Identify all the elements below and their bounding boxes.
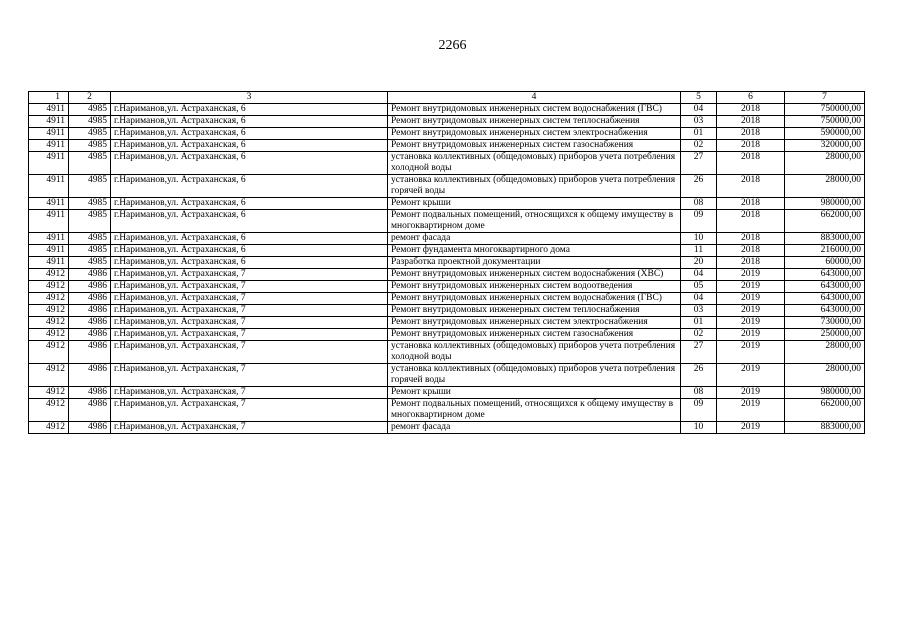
address-cell: г.Нариманов,ул. Астраханская, 6: [111, 128, 388, 140]
object-id: 4985: [69, 210, 111, 233]
table-row: [29, 399, 865, 422]
column-header-col-1: 1: [29, 92, 69, 104]
table-row: [29, 329, 865, 341]
address-cell: г.Нариманов,ул. Астраханская, 7: [111, 341, 388, 364]
amount-cell: 662000,00: [785, 210, 865, 233]
row-id: 4911: [29, 175, 69, 198]
year-cell: 2019: [717, 399, 785, 422]
work-description: Ремонт подвальных помещений, относящихся к общему имуществу в многоквартирном доме: [388, 210, 681, 233]
address-cell: г.Нариманов,ул. Астраханская, 6: [111, 210, 388, 233]
amount-cell: 28000,00: [785, 152, 865, 175]
work-code: 01: [681, 128, 717, 140]
work-code: 27: [681, 152, 717, 175]
object-id: 4985: [69, 140, 111, 152]
work-description: Ремонт внутридомовых инженерных систем теплоснабжения: [388, 116, 681, 128]
address-cell: г.Нариманов,ул. Астраханская, 7: [111, 281, 388, 293]
amount-cell: 643000,00: [785, 269, 865, 281]
year-cell: 2018: [717, 198, 785, 210]
table-row: [29, 245, 865, 257]
amount-cell: 643000,00: [785, 305, 865, 317]
row-id: 4912: [29, 399, 69, 422]
table-row: [29, 293, 865, 305]
work-code: 02: [681, 329, 717, 341]
table-row: [29, 128, 865, 140]
work-description: Разработка проектной документации: [388, 257, 681, 269]
table-row: [29, 257, 865, 269]
work-code: 05: [681, 281, 717, 293]
row-id: 4911: [29, 245, 69, 257]
work-description: Ремонт крыши: [388, 387, 681, 399]
year-cell: 2019: [717, 364, 785, 387]
object-id: 4986: [69, 422, 111, 434]
column-header-col-3: 3: [111, 92, 388, 104]
work-description: Ремонт внутридомовых инженерных систем водоснабжения (ГВС): [388, 293, 681, 305]
row-id: 4911: [29, 140, 69, 152]
amount-cell: 28000,00: [785, 364, 865, 387]
object-id: 4986: [69, 305, 111, 317]
table-row: [29, 198, 865, 210]
amount-cell: 730000,00: [785, 317, 865, 329]
work-code: 26: [681, 175, 717, 198]
amount-cell: 883000,00: [785, 422, 865, 434]
address-cell: г.Нариманов,ул. Астраханская, 7: [111, 399, 388, 422]
object-id: 4985: [69, 152, 111, 175]
work-code: 20: [681, 257, 717, 269]
object-id: 4986: [69, 364, 111, 387]
object-id: 4985: [69, 175, 111, 198]
column-header-col-2: 2: [69, 92, 111, 104]
work-description: установка коллективных (общедомовых) приборов учета потребления холодной воды: [388, 152, 681, 175]
year-cell: 2019: [717, 317, 785, 329]
object-id: 4986: [69, 387, 111, 399]
year-cell: 2019: [717, 341, 785, 364]
work-description: установка коллективных (общедомовых) приборов учета потребления горячей воды: [388, 364, 681, 387]
row-id: 4911: [29, 104, 69, 116]
year-cell: 2018: [717, 104, 785, 116]
year-cell: 2019: [717, 281, 785, 293]
table-row: [29, 210, 865, 233]
work-description: ремонт фасада: [388, 233, 681, 245]
amount-cell: 883000,00: [785, 233, 865, 245]
works-table: [28, 91, 865, 434]
year-cell: 2018: [717, 233, 785, 245]
amount-cell: 590000,00: [785, 128, 865, 140]
work-description: Ремонт крыши: [388, 198, 681, 210]
address-cell: г.Нариманов,ул. Астраханская, 7: [111, 269, 388, 281]
table-row: [29, 152, 865, 175]
amount-cell: 750000,00: [785, 104, 865, 116]
row-id: 4911: [29, 116, 69, 128]
amount-cell: 216000,00: [785, 245, 865, 257]
address-cell: г.Нариманов,ул. Астраханская, 7: [111, 293, 388, 305]
page-number: 2266: [438, 38, 467, 53]
table-body: [29, 104, 865, 434]
row-id: 4911: [29, 210, 69, 233]
work-description: Ремонт внутридомовых инженерных систем газоснабжения: [388, 140, 681, 152]
row-id: 4912: [29, 305, 69, 317]
row-id: 4912: [29, 364, 69, 387]
work-code: 08: [681, 387, 717, 399]
address-cell: г.Нариманов,ул. Астраханская, 6: [111, 104, 388, 116]
column-header-col-5: 5: [681, 92, 717, 104]
address-cell: г.Нариманов,ул. Астраханская, 6: [111, 140, 388, 152]
row-id: 4912: [29, 422, 69, 434]
work-code: 27: [681, 341, 717, 364]
amount-cell: 643000,00: [785, 281, 865, 293]
amount-cell: 643000,00: [785, 293, 865, 305]
table-row: [29, 116, 865, 128]
work-description: Ремонт внутридомовых инженерных систем электроснабжения: [388, 128, 681, 140]
amount-cell: 980000,00: [785, 198, 865, 210]
work-code: 01: [681, 317, 717, 329]
year-cell: 2018: [717, 152, 785, 175]
year-cell: 2018: [717, 245, 785, 257]
address-cell: г.Нариманов,ул. Астраханская, 7: [111, 329, 388, 341]
work-code: 04: [681, 293, 717, 305]
object-id: 4986: [69, 341, 111, 364]
header-row: [29, 92, 865, 104]
row-id: 4911: [29, 152, 69, 175]
work-code: 26: [681, 364, 717, 387]
address-cell: г.Нариманов,ул. Астраханская, 6: [111, 257, 388, 269]
year-cell: 2018: [717, 257, 785, 269]
year-cell: 2018: [717, 140, 785, 152]
address-cell: г.Нариманов,ул. Астраханская, 7: [111, 387, 388, 399]
table-row: [29, 281, 865, 293]
row-id: 4912: [29, 387, 69, 399]
work-code: 04: [681, 269, 717, 281]
row-id: 4912: [29, 341, 69, 364]
object-id: 4985: [69, 116, 111, 128]
amount-cell: 980000,00: [785, 387, 865, 399]
work-description: установка коллективных (общедомовых) приборов учета потребления горячей воды: [388, 175, 681, 198]
table-row: [29, 175, 865, 198]
object-id: 4985: [69, 198, 111, 210]
table-row: [29, 364, 865, 387]
object-id: 4986: [69, 281, 111, 293]
year-cell: 2018: [717, 175, 785, 198]
work-description: Ремонт внутридомовых инженерных систем газоснабжения: [388, 329, 681, 341]
work-code: 09: [681, 210, 717, 233]
work-description: Ремонт подвальных помещений, относящихся к общему имуществу в многоквартирном доме: [388, 399, 681, 422]
amount-cell: 28000,00: [785, 175, 865, 198]
object-id: 4985: [69, 233, 111, 245]
work-description: Ремонт фундамента многоквартирного дома: [388, 245, 681, 257]
work-code: 09: [681, 399, 717, 422]
object-id: 4986: [69, 329, 111, 341]
year-cell: 2019: [717, 422, 785, 434]
work-code: 11: [681, 245, 717, 257]
work-description: Ремонт внутридомовых инженерных систем электроснабжения: [388, 317, 681, 329]
row-id: 4911: [29, 198, 69, 210]
amount-cell: 750000,00: [785, 116, 865, 128]
table-row: [29, 104, 865, 116]
row-id: 4912: [29, 269, 69, 281]
row-id: 4911: [29, 128, 69, 140]
work-code: 10: [681, 422, 717, 434]
row-id: 4912: [29, 317, 69, 329]
object-id: 4986: [69, 399, 111, 422]
object-id: 4985: [69, 104, 111, 116]
object-id: 4986: [69, 293, 111, 305]
year-cell: 2018: [717, 128, 785, 140]
object-id: 4985: [69, 245, 111, 257]
address-cell: г.Нариманов,ул. Астраханская, 7: [111, 317, 388, 329]
table-row: [29, 233, 865, 245]
address-cell: г.Нариманов,ул. Астраханская, 6: [111, 233, 388, 245]
year-cell: 2019: [717, 269, 785, 281]
work-description: ремонт фасада: [388, 422, 681, 434]
table-row: [29, 269, 865, 281]
table-header: [29, 92, 865, 104]
table-row: [29, 422, 865, 434]
column-header-col-6: 6: [717, 92, 785, 104]
table-row: [29, 317, 865, 329]
column-header-col-7: 7: [785, 92, 865, 104]
row-id: 4911: [29, 233, 69, 245]
work-code: 10: [681, 233, 717, 245]
address-cell: г.Нариманов,ул. Астраханская, 6: [111, 175, 388, 198]
work-code: 03: [681, 305, 717, 317]
year-cell: 2019: [717, 329, 785, 341]
amount-cell: 320000,00: [785, 140, 865, 152]
row-id: 4912: [29, 281, 69, 293]
year-cell: 2019: [717, 293, 785, 305]
object-id: 4986: [69, 317, 111, 329]
work-description: Ремонт внутридомовых инженерных систем водоснабжения (ХВС): [388, 269, 681, 281]
amount-cell: 28000,00: [785, 341, 865, 364]
work-description: установка коллективных (общедомовых) приборов учета потребления холодной воды: [388, 341, 681, 364]
row-id: 4911: [29, 257, 69, 269]
work-description: Ремонт внутридомовых инженерных систем водоотведения: [388, 281, 681, 293]
year-cell: 2019: [717, 305, 785, 317]
address-cell: г.Нариманов,ул. Астраханская, 7: [111, 305, 388, 317]
year-cell: 2018: [717, 210, 785, 233]
work-description: Ремонт внутридомовых инженерных систем теплоснабжения: [388, 305, 681, 317]
amount-cell: 60000,00: [785, 257, 865, 269]
address-cell: г.Нариманов,ул. Астраханская, 7: [111, 364, 388, 387]
address-cell: г.Нариманов,ул. Астраханская, 7: [111, 422, 388, 434]
amount-cell: 662000,00: [785, 399, 865, 422]
work-code: 03: [681, 116, 717, 128]
work-code: 02: [681, 140, 717, 152]
table-row: [29, 341, 865, 364]
row-id: 4912: [29, 293, 69, 305]
table-row: [29, 305, 865, 317]
work-code: 04: [681, 104, 717, 116]
table-row: [29, 140, 865, 152]
object-id: 4986: [69, 269, 111, 281]
address-cell: г.Нариманов,ул. Астраханская, 6: [111, 198, 388, 210]
amount-cell: 250000,00: [785, 329, 865, 341]
row-id: 4912: [29, 329, 69, 341]
address-cell: г.Нариманов,ул. Астраханская, 6: [111, 152, 388, 175]
year-cell: 2018: [717, 116, 785, 128]
work-description: Ремонт внутридомовых инженерных систем водоснабжения (ГВС): [388, 104, 681, 116]
address-cell: г.Нариманов,ул. Астраханская, 6: [111, 245, 388, 257]
column-header-col-4: 4: [388, 92, 681, 104]
table-row: [29, 387, 865, 399]
object-id: 4985: [69, 128, 111, 140]
object-id: 4985: [69, 257, 111, 269]
work-code: 08: [681, 198, 717, 210]
address-cell: г.Нариманов,ул. Астраханская, 6: [111, 116, 388, 128]
year-cell: 2019: [717, 387, 785, 399]
